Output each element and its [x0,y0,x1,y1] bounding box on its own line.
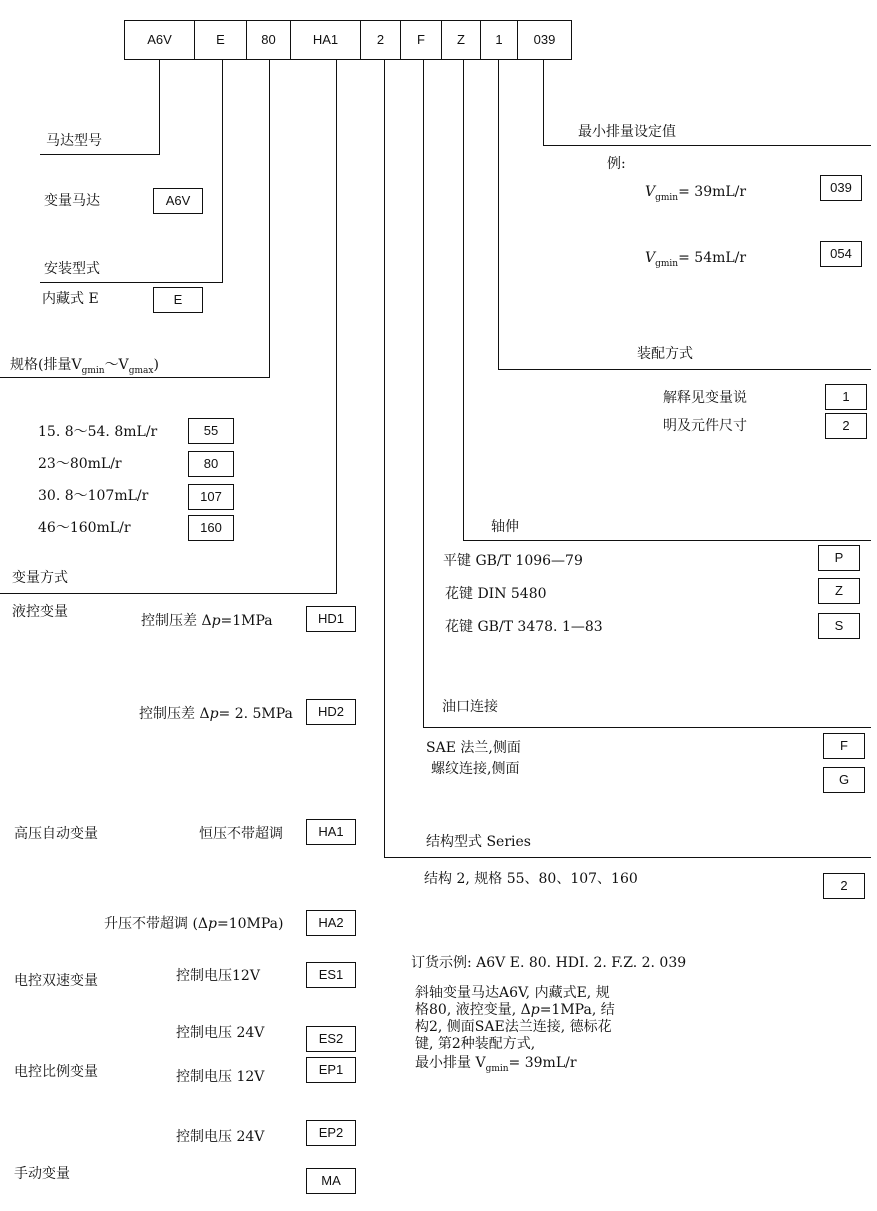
control-ep2-label: 控制电压 24V [176,1129,265,1145]
control-ep1-code: EP1 [306,1057,356,1083]
hd1-label-pre: 控制压差 Δ [141,613,212,629]
vmin-sub: gmin [655,192,679,203]
assembly-code2: 2 [825,413,867,439]
port-row2: 螺纹连接,侧面 [431,761,520,777]
order-line2-post: =1MPa, 结 [539,1002,615,1018]
motor-type-label: 变量马达 [44,193,100,209]
order-example-line [415,1002,615,1019]
leader-assembly-v [498,59,499,370]
mounting-label: 内藏式 E [42,291,99,307]
vmin-code: 039 [820,175,862,201]
hd2-label-pre: 控制压差 Δ [139,706,210,722]
ha2-label-pre: 升压不带超调 (Δ [104,916,209,932]
shaft-row: 平键 GB/T 1096—79 [443,553,583,569]
control-es1-label: 控制电压12V [176,968,260,984]
vmin-row [645,184,746,206]
vmin-title: 最小排量设定值 [578,124,676,140]
vmin-v: V [645,184,656,200]
series-row: 结构 2, 规格 55、80、107、160 [424,871,638,887]
port-code1: F [823,733,865,759]
vmin-sub: gmin [655,258,679,269]
leader-motor-v [159,59,160,155]
order-example-heading: 订货示例: A6V E. 80. HDI. 2. F.Z. 2. 039 [411,955,687,971]
port-title: 油口连接 [442,699,498,715]
size-range: 46～160mL/r [38,520,131,536]
size-code: 80 [188,451,234,477]
mounting-title: 安装型式 [44,261,100,277]
shaft-code: Z [818,578,860,604]
control-high-pressure: 高压自动变量 [14,826,98,842]
series-title: 结构型式 Series [426,834,531,850]
series-code: 2 [823,873,865,899]
leader-vmin-h [543,145,871,146]
leader-vmin-v [543,59,544,146]
order-example-line: 斜轴变量马达A6V, 内藏式E, 规 [415,985,610,1001]
assembly-line1: 解释见变量说 [663,390,747,406]
control-ma-code: MA [306,1168,356,1194]
leader-size-v [269,59,270,378]
leader-mount-h [40,282,223,283]
shaft-row: 花键 DIN 5480 [445,586,547,602]
header-code-vmin: 039 [517,20,572,60]
mounting-code: E [153,287,203,313]
control-hd2-code: HD2 [306,699,356,725]
size-code: 160 [188,515,234,541]
assembly-title: 装配方式 [637,346,693,362]
vmin-v: V [645,250,656,266]
control-hydraulic: 液控变量 [12,604,68,620]
hd1-label-p: p [211,613,221,629]
size-title [10,357,159,379]
control-es2-label: 控制电压 24V [176,1025,265,1041]
order-line2-pre: 格80, 液控变量, Δ [415,1002,531,1018]
control-hd2-label [139,706,293,722]
leader-series-v [384,59,385,858]
leader-mount-v [222,59,223,283]
shaft-code: P [818,545,860,571]
leader-port-v [423,59,424,728]
size-title-mid: ～V [104,357,129,373]
leader-series-h [384,857,871,858]
hd1-label-post: =1MPa [220,613,273,629]
vmin-value: = 54mL/r [678,250,747,266]
vmin-example: 例: [607,156,626,172]
shaft-code: S [818,613,860,639]
leader-assembly-h [498,369,871,370]
control-es1-code: ES1 [306,962,356,988]
leader-port-h [423,727,871,728]
control-electric-two-speed: 电控双速变量 [14,973,98,989]
hd2-label-p: p [209,706,219,722]
size-code: 55 [188,418,234,444]
header-code-shaft: Z [441,20,481,60]
control-ha1-code: HA1 [306,819,356,845]
vmin-code: 054 [820,241,862,267]
order-line5-sub: gmin [485,1063,509,1074]
control-ep1-label: 控制电压 12V [176,1069,265,1085]
control-ep2-code: EP2 [306,1120,356,1146]
control-manual: 手动变量 [14,1166,70,1182]
leader-motor-h [40,154,160,155]
leader-shaft-h [463,540,871,541]
size-range: 30. 8～107mL/r [38,488,149,504]
assembly-line2: 明及元件尺寸 [663,418,747,434]
shaft-title: 轴伸 [491,519,519,535]
order-line5-pre: 最小排量 V [415,1055,486,1071]
control-hd1-code: HD1 [306,606,356,632]
order-line2-p: p [530,1002,540,1018]
header-code-port: F [400,20,442,60]
control-hd1-label [141,613,273,629]
size-title-sub1: gmin [81,365,105,376]
size-range: 15. 8～54. 8mL/r [38,424,158,440]
control-es2-code: ES2 [306,1026,356,1052]
assembly-code1: 1 [825,384,867,410]
control-ha1-label: 恒压不带超调 [199,826,283,842]
leader-control-h [0,593,337,594]
order-line5-post: = 39mL/r [508,1055,577,1071]
control-title: 变量方式 [12,570,68,586]
header-code-control: HA1 [290,20,361,60]
port-code2: G [823,767,865,793]
vmin-row [645,250,746,272]
motor-type-title: 马达型号 [46,133,102,149]
control-electric-prop: 电控比例变量 [14,1064,98,1080]
control-ha2-label [104,916,283,932]
port-row1: SAE 法兰,侧面 [426,740,521,756]
header-code-assembly: 1 [480,20,518,60]
size-title-suffix: ) [153,357,159,373]
leader-control-v [336,59,337,594]
ha2-label-post: =10MPa) [217,916,284,932]
header-code-mount: E [194,20,247,60]
control-ha2-code: HA2 [306,910,356,936]
order-example-line [415,1055,577,1078]
leader-shaft-v [463,59,464,541]
size-range: 23～80mL/r [38,456,122,472]
size-code: 107 [188,484,234,510]
size-title-sub2: gmax [128,365,154,376]
header-code-motor: A6V [124,20,195,60]
shaft-row: 花键 GB/T 3478. 1—83 [445,619,603,635]
order-example-line: 构2, 侧面SAE法兰连接, 德标花 [415,1019,612,1035]
header-code-series: 2 [360,20,401,60]
hd2-label-post: = 2. 5MPa [218,706,293,722]
size-title-prefix: 规格(排量V [10,357,82,373]
motor-type-code: A6V [153,188,203,214]
vmin-value: = 39mL/r [678,184,747,200]
header-code-size: 80 [246,20,291,60]
ha2-label-p: p [208,916,217,932]
order-example-line: 键, 第2种装配方式, [415,1036,536,1052]
